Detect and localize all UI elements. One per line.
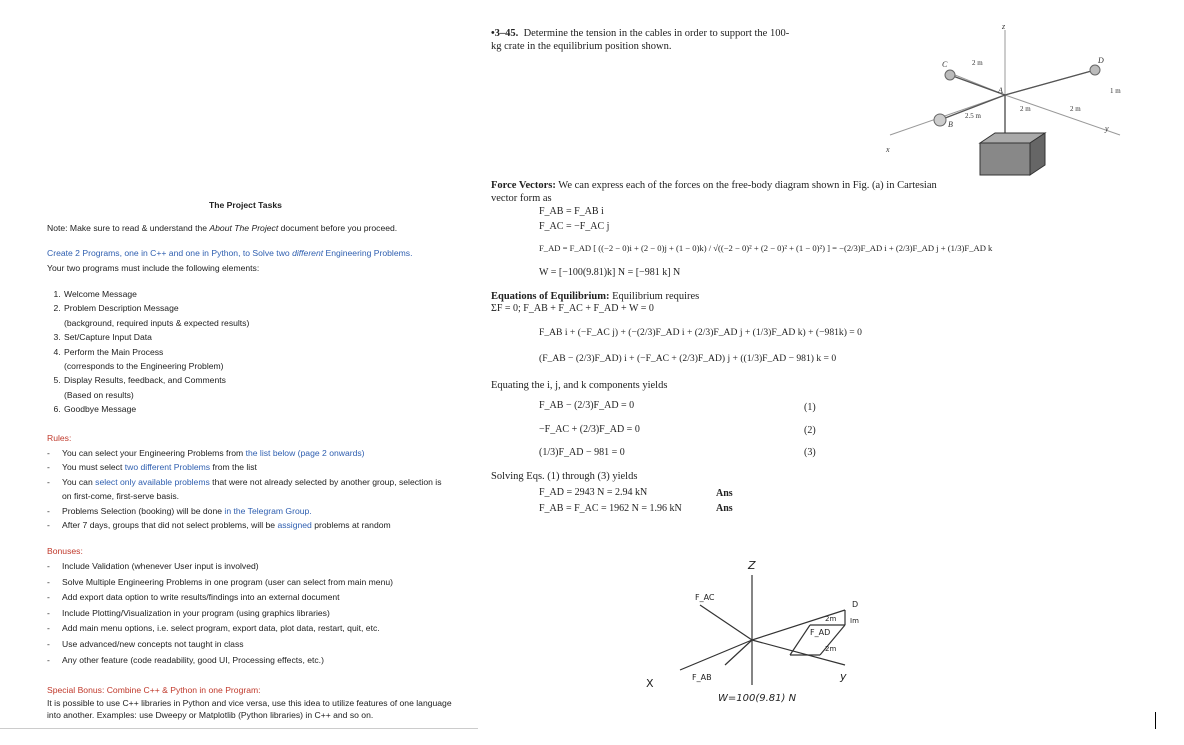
svg-text:y: y (840, 670, 847, 683)
equation-sum: ΣF = 0; F_AB + F_AC + F_AD + W = 0 (491, 303, 654, 314)
answer-label: Ans (716, 488, 733, 499)
svg-text:D: D (852, 600, 859, 609)
svg-text:2m: 2m (825, 615, 837, 623)
equation-sum-expanded: F_AB i + (−F_AC j) + (−(2/3)F_AD i + (2/3)F_AD j + (1/3)F_AD k) + (−981k) = 0 (539, 327, 862, 338)
list-item: - You can select your Engineering Problems from the list below (page 2 onwards) (47, 446, 447, 460)
axis-label-z: z (1002, 25, 1006, 31)
rules-heading: Rules: (47, 433, 72, 443)
solution-fad: F_AD = 2943 N = 2.94 kN (539, 487, 648, 498)
list-item: - You can select only available problems that were not already selected by another group, selection is on first-come, first-serve basis. (47, 475, 447, 504)
solving-text: Solving Eqs. (1) through (3) yields (491, 471, 638, 482)
divider (0, 728, 478, 729)
bonuses-list (47, 559, 457, 668)
list-item: 5. Display Results, feedback, and Comments (Based on results) (63, 373, 463, 402)
eq-number-2: (2) (804, 425, 816, 436)
list-item: - Any other feature (code readability, good UI, Processing effects, etc.) (47, 653, 457, 669)
component-eq-2: −F_AC + (2/3)F_AD = 0 (539, 424, 640, 435)
crate (980, 133, 1045, 175)
bonuses-heading: Bonuses: (47, 546, 83, 556)
create-programs-line: Create 2 Programs, one in C++ and one in Python, to Solve two different Engineering Problems. (47, 248, 413, 258)
problem-statement: •3–45. Determine the tension in the cables in order to support the 100-kg crate in the equilibrium position shown. (491, 28, 790, 52)
eq-number-1: (1) (804, 402, 816, 413)
svg-text:F_AD: F_AD (810, 628, 831, 637)
list-item: 1. Welcome Message (63, 287, 463, 301)
force-vectors-paragraph: Force Vectors: We can express each of the forces on the free-body diagram shown in Fig. (a) in Cartesian vector form as (491, 180, 937, 204)
svg-text:2.5 m: 2.5 m (965, 112, 981, 120)
rules-list (47, 446, 447, 532)
equation-fab: F_AB = F_AB i (539, 206, 604, 217)
equation-fad: F_AD = F_AD [ ((−2 − 0)i + (2 − 0)j + (1 − 0)k) / √((−2 − 0)² + (2 − 0)² + (1 − 0)²) ] = −(2/3)F_AD i + (2/3)F_AD j + (1/3)F_AD k (539, 243, 993, 253)
special-bonus-text: It is possible to use C++ libraries in Python and vice versa, use this idea to utilize features of one language into another. Examples: use Dweepy or Matplotlib (Python libraries) in C++ and so on. (47, 698, 452, 720)
svg-text:W=100(9.81) N: W=100(9.81) N (718, 693, 797, 704)
equation-fac: F_AC = −F_AC j (539, 221, 610, 232)
free-body-diagram (640, 555, 880, 705)
equation-sum-grouped: (F_AB − (2/3)F_AD) i + (−F_AC + (2/3)F_AD) j + ((1/3)F_AD − 981) k = 0 (539, 353, 837, 364)
solution-fab-fac: F_AB = F_AC = 1962 N = 1.96 kN (539, 503, 682, 514)
svg-text:F_AB: F_AB (692, 673, 712, 682)
svg-text:F_AC: F_AC (695, 593, 715, 602)
special-bonus-heading: Special Bonus: Combine C++ & Python in one Program: (47, 685, 261, 695)
svg-text:1 m: 1 m (1110, 87, 1121, 95)
equation-weight: W = [−100(9.81)k] N = [−981 k] N (539, 267, 681, 278)
list-item: - Problems Selection (booking) will be done in the Telegram Group. (47, 504, 447, 518)
svg-text:Z: Z (748, 559, 756, 572)
svg-text:C: C (942, 60, 948, 69)
svg-text:B: B (948, 120, 953, 129)
svg-text:x: x (886, 145, 890, 154)
list-item: - Add export data option to write results/findings into an external document (47, 590, 457, 606)
list-item: - Use advanced/new concepts not taught in class (47, 637, 457, 653)
list-item: - Include Plotting/Visualization in your program (using graphics libraries) (47, 606, 457, 622)
svg-text:A: A (998, 86, 1003, 95)
svg-text:2 m: 2 m (1020, 105, 1031, 113)
answer-label: Ans (716, 503, 733, 514)
list-item: 3. Set/Capture Input Data (63, 330, 463, 344)
page-title: The Project Tasks (209, 200, 282, 210)
svg-text:2 m: 2 m (972, 59, 983, 67)
svg-text:D: D (1098, 56, 1104, 65)
elements-list (47, 287, 463, 417)
svg-text:Im: Im (850, 617, 859, 625)
must-include-line: Your two programs must include the following elements: (47, 263, 260, 273)
list-item: - Include Validation (whenever User input is involved) (47, 559, 457, 575)
eq-number-3: (3) (804, 447, 816, 458)
svg-text:2m: 2m (825, 645, 837, 653)
text-cursor (1155, 712, 1156, 729)
svg-text:X: X (646, 677, 654, 690)
list-item: - You must select two different Problems from the list (47, 460, 447, 474)
list-item: 6. Goodbye Message (63, 402, 463, 416)
svg-text:2 m: 2 m (1070, 105, 1081, 113)
equilibrium-heading: Equations of Equilibrium: Equilibrium requires (491, 291, 700, 302)
list-item: - Add main menu options, i.e. select program, export data, plot data, restart, quit, etc. (47, 621, 457, 637)
crate-cable-figure (880, 25, 1130, 185)
equating-text: Equating the i, j, and k components yields (491, 380, 668, 391)
component-eq-1: F_AB − (2/3)F_AD = 0 (539, 400, 635, 411)
list-item: - After 7 days, groups that did not select problems, will be assigned problems at random (47, 518, 447, 532)
list-item: 4. Perform the Main Process (corresponds to the Engineering Problem) (63, 345, 463, 374)
list-item: 2. Problem Description Message (background, required inputs & expected results) (63, 301, 463, 330)
note-line: Note: Make sure to read & understand the About The Project document before you proceed. (47, 223, 398, 233)
svg-text:y: y (1105, 124, 1109, 133)
list-item: - Solve Multiple Engineering Problems in one program (user can select from main menu) (47, 575, 457, 591)
component-eq-3: (1/3)F_AD − 981 = 0 (539, 447, 625, 458)
